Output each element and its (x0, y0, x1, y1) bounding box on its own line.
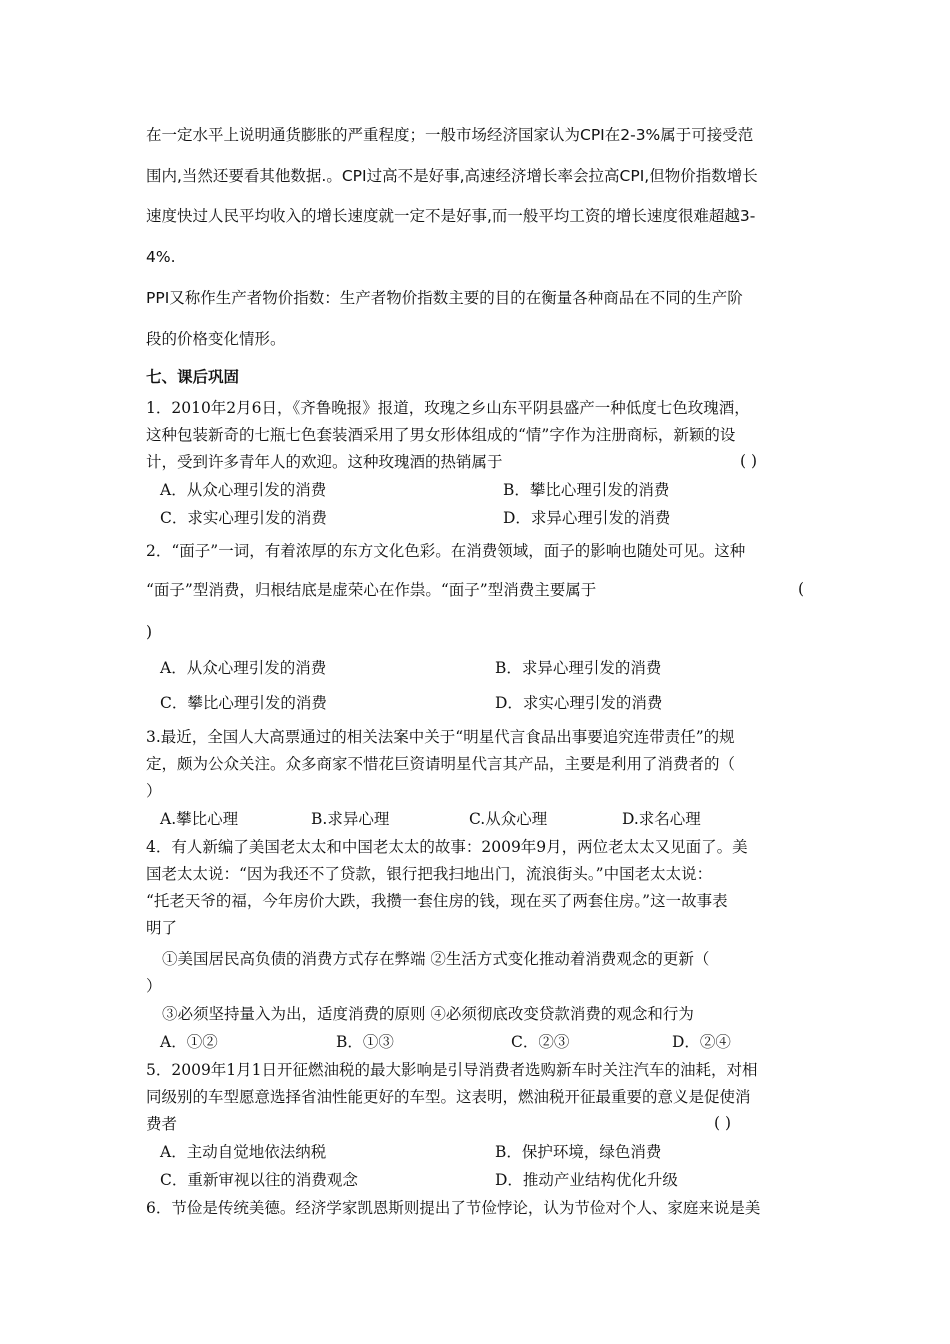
option-d: D.求名心理 (622, 810, 701, 828)
option-c: C．攀比心理引发的消费 (160, 694, 327, 712)
option-d: D．求实心理引发的消费 (495, 694, 663, 712)
question-1-line: 这种包装新奇的七瓶七色套装酒采用了男女形体组成的“情”字作为注册商标，新颖的设 (146, 426, 736, 444)
statement-line: ） (146, 977, 162, 995)
option-c: C．重新审视以往的消费观念 (160, 1171, 358, 1189)
option-c: C．求实心理引发的消费 (160, 509, 327, 527)
question-1-line: 1．2010年2月6日，《齐鲁晚报》报道，玫瑰之乡山东平阴县盛产一种低度七色玫瑰酒， (146, 399, 750, 417)
option-d: D．②④ (672, 1033, 731, 1051)
answer-paren-open: ( (798, 580, 805, 598)
intro-line: PPI又称作生产者物价指数：生产者物价指数主要的目的在衡量各种商品在不同的生产阶 (146, 289, 743, 307)
answer-paren: ( ) (740, 452, 758, 470)
question-2-line: 2．“面子”一词，有着浓厚的东方文化色彩。在消费领域，面子的影响也随处可见。这种 (146, 542, 746, 560)
intro-line: 段的价格变化情形。 (146, 330, 286, 348)
option-a: A．①② (160, 1033, 218, 1051)
answer-paren: ( ) (714, 1114, 732, 1132)
intro-line: 围内,当然还要看其他数据.。CPI过高不是好事,高速经济增长率会拉高CPI,但物价指数增长 (146, 167, 758, 185)
option-b: B.求异心理 (311, 810, 390, 828)
option-b: B．①③ (336, 1033, 394, 1051)
option-a: A．从众心理引发的消费 (160, 659, 327, 677)
intro-line: 在一定水平上说明通货膨胀的严重程度；一般市场经济国家认为CPI在2-3%属于可接受范 (146, 126, 754, 144)
option-b: B．保护环境，绿色消费 (495, 1143, 662, 1161)
question-6-line: 6．节俭是传统美德。经济学家凯恩斯则提出了节俭悖论，认为节俭对个人、家庭来说是美 (146, 1199, 761, 1217)
question-4-line: 国老太太说：“因为我还不了贷款，银行把我扫地出门，流浪街头。”中国老太太说： (146, 865, 713, 883)
intro-line: 4%. (146, 248, 176, 266)
question-2-line: “面子”型消费，归根结底是虚荣心在作祟。“面子”型消费主要属于 (146, 581, 597, 599)
section-title: 七、课后巩固 (146, 368, 240, 386)
option-a: A.攀比心理 (160, 810, 239, 828)
statement-line: ③必须坚持量入为出，适度消费的原则 ④必须彻底改变贷款消费的观念和行为 (162, 1005, 694, 1023)
question-5-line: 5．2009年1月1日开征燃油税的最大影响是引导消费者选购新车时关注汽车的油耗，对相 (146, 1061, 758, 1079)
question-3-line: 定，颇为公众关注。众多商家不惜花巨资请明星代言其产品，主要是利用了消费者的（ (146, 755, 736, 773)
option-b: B．求异心理引发的消费 (495, 659, 662, 677)
option-b: B．攀比心理引发的消费 (503, 481, 670, 499)
option-a: A．主动自觉地依法纳税 (160, 1143, 327, 1161)
statement-line: ①美国居民高负债的消费方式存在弊端 ②生活方式变化推动着消费观念的更新（ (162, 950, 710, 968)
question-3-line: 3.最近，全国人大高票通过的相关法案中关于“明星代言食品出事要追究连带责任”的规 (146, 728, 735, 746)
option-d: D．推动产业结构优化升级 (495, 1171, 678, 1189)
intro-line: 速度快过人民平均收入的增长速度就一定不是好事,而一般平均工资的增长速度很难超越3- (146, 207, 756, 225)
answer-paren-close: ) (146, 623, 153, 641)
question-4-line: “托老天爷的福，今年房价大跌，我攒一套住房的钱，现在买了两套住房。”这一故事表 (146, 892, 728, 910)
question-1-line: 计，受到许多青年人的欢迎。这种玫瑰酒的热销属于 (146, 453, 503, 471)
option-a: A．从众心理引发的消费 (160, 481, 327, 499)
question-4-line: 明了 (146, 919, 178, 937)
question-4-line: 4．有人新编了美国老太太和中国老太太的故事：2009年9月，两位老太太又见面了。美 (146, 838, 748, 856)
question-3-line: ） (146, 782, 162, 800)
option-c: C.从众心理 (469, 810, 548, 828)
option-d: D．求异心理引发的消费 (503, 509, 671, 527)
option-c: C．②③ (511, 1033, 570, 1051)
question-5-line: 费者 (146, 1115, 178, 1133)
question-5-line: 同级别的车型愿意选择省油性能更好的车型。这表明，燃油税开征最重要的意义是促使消 (146, 1088, 751, 1106)
